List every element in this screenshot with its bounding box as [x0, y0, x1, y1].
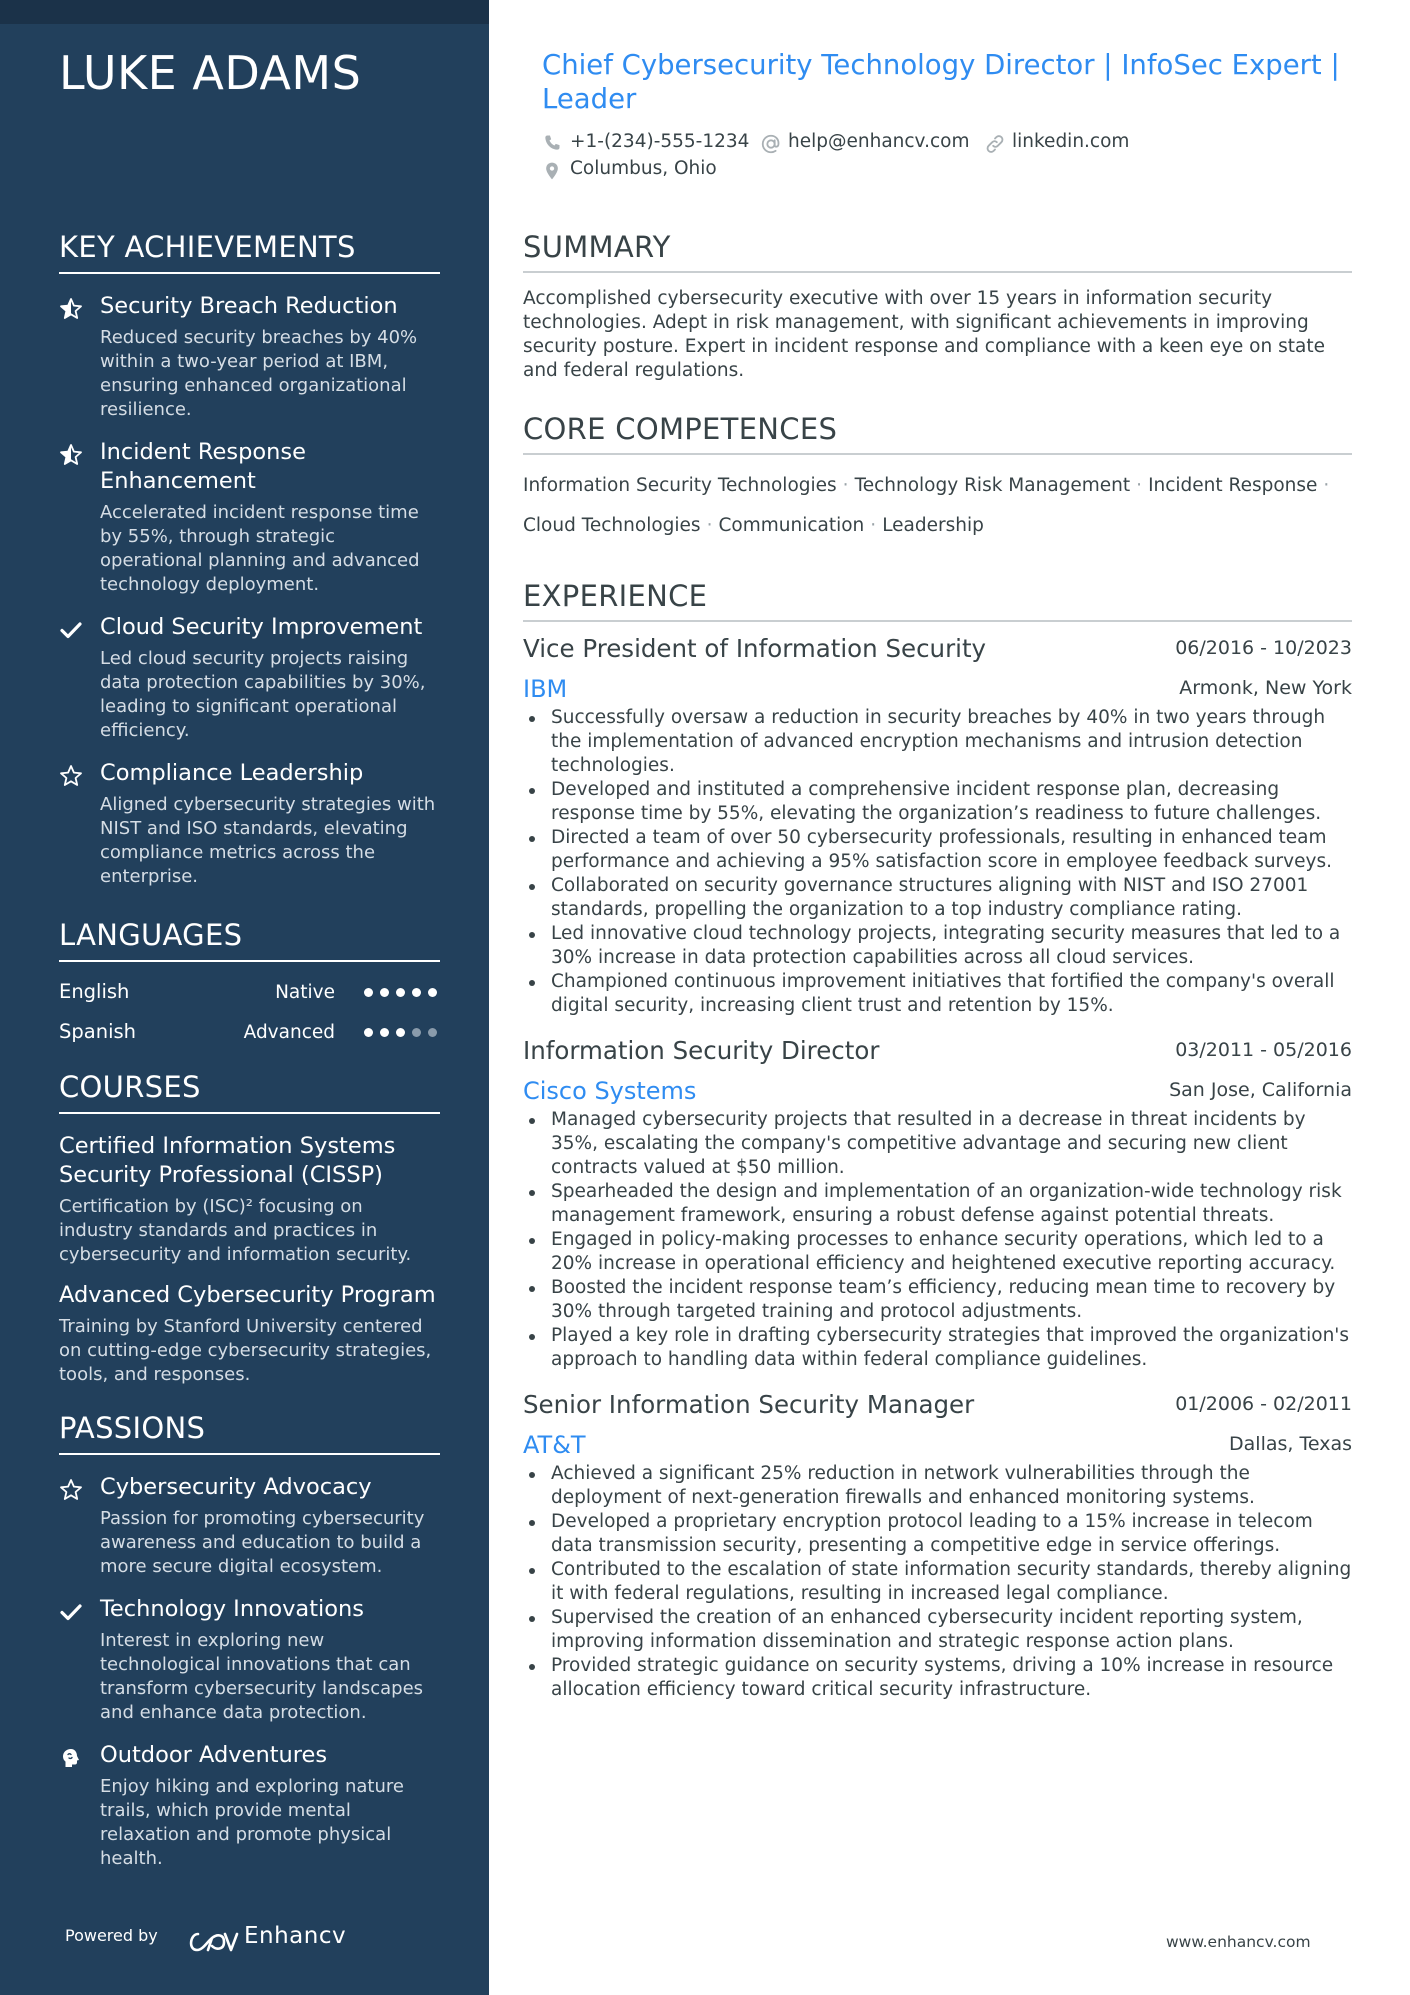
achievement-desc: Led cloud security projects raising data protection capabilities by 30%, leading to significant operational efficiency. [100, 648, 426, 741]
sidebar-top-bar [0, 0, 489, 24]
achievement-desc: Accelerated incident response time by 55%, through strategic operational planning and advanced technology deployment. [100, 502, 420, 595]
headline: Chief Cybersecurity Technology Director | InfoSec Expert | Leader [542, 49, 1340, 115]
link-icon [984, 133, 1006, 155]
achievement-title: Cloud Security Improvement [100, 614, 423, 640]
powered-by-label: Powered by [65, 1926, 158, 1945]
course-item [59, 1132, 440, 1267]
rating-dot-filled [396, 988, 405, 997]
achievement-title: Compliance Leadership [100, 760, 364, 786]
language-row [59, 974, 440, 1014]
job-company: Cisco Systems [523, 1077, 697, 1105]
rating-dot-filled [396, 1028, 405, 1037]
location-text: Columbus, Ohio [570, 158, 717, 179]
passion-item [59, 1595, 440, 1725]
job-bullet: Managed cybersecurity projects that resulted in a decrease in threat incidents by 35%, escalating the company's competitive advantage and securing new client contracts valued at $50 million. [523, 1108, 1352, 1180]
rating-dot-empty [412, 1028, 421, 1037]
language-name: Spanish [59, 1020, 137, 1043]
enhancv-brand-name: Enhancv [244, 1923, 347, 1949]
at-sign-icon [760, 133, 782, 155]
job-bullet: Successfully oversaw a reduction in security breaches by 40% in two years through the implementation of advanced encryption mechanisms and intrusion detection technologies. [523, 706, 1352, 778]
star-outline-icon [59, 764, 83, 788]
location-pin-icon [542, 160, 562, 182]
contact-location [542, 158, 717, 179]
passion-item [59, 1473, 440, 1579]
achievements-section [59, 230, 440, 905]
job-bullet: Led innovative cloud technology projects, integrating security measures that led to a 30% increase in data protection capabilities across all cloud services. [523, 922, 1352, 970]
job-bullet: Directed a team of over 50 cybersecurity professionals, resulting in enhanced team performance and achieving a 95% satisfaction score in employee feedback surveys. [523, 826, 1352, 874]
star-outline-icon [59, 1478, 83, 1502]
language-rating [364, 1022, 440, 1042]
passion-desc: Interest in exploring new technological innovations that can transform cybersecurity landscapes and enhance data protection. [100, 1630, 424, 1723]
rating-dot-filled [364, 1028, 373, 1037]
rating-dot-filled [428, 988, 437, 997]
passion-title: Technology Innovations [100, 1596, 365, 1622]
job-bullet: Engaged in policy-making processes to enhance security operations, which led to a 20% increase in operational efficiency and heightened executive reporting accuracy. [523, 1228, 1352, 1276]
job-bullet: Boosted the incident response team’s efficiency, reducing mean time to recovery by 30% through targeted training and protocol adjustments. [523, 1276, 1352, 1324]
achievement-desc: Reduced security breaches by 40% within a two-year period at IBM, ensuring enhanced organizational resilience. [100, 327, 418, 420]
job-location: Armonk, New York [1179, 677, 1352, 699]
main-content [523, 0, 1352, 1995]
competence-item: Cloud Technologies [523, 515, 701, 536]
competences-title: CORE COMPETENCES [523, 412, 1352, 455]
email-text[interactable]: help@enhancv.com [788, 131, 970, 152]
achievements-title: KEY ACHIEVEMENTS [59, 230, 440, 274]
language-level: Native [275, 982, 335, 1003]
job-bullet: Developed and instituted a comprehensive incident response plan, decreasing response time by 55%, elevating the organization’s readiness to future challenges. [523, 778, 1352, 826]
passion-title: Outdoor Adventures [100, 1742, 328, 1768]
languages-title: LANGUAGES [59, 918, 440, 962]
achievement-desc: Aligned cybersecurity strategies with NIST and ISO standards, elevating compliance metrics across the enterprise. [100, 794, 436, 887]
candidate-name: LUKE ADAMS [59, 46, 362, 100]
competence-item: Incident Response [1148, 475, 1318, 496]
summary-text: Accomplished cybersecurity executive with over 15 years in information security technologies. Adept in risk management, with significant achievements in improving security posture. Expert in incident response and compliance with a keen eye on state and federal regulations. [523, 288, 1325, 381]
competence-item: Communication [718, 515, 865, 536]
job-role: Senior Information Security Manager [523, 1390, 975, 1419]
website-link[interactable]: www.enhancv.com [1166, 1933, 1311, 1951]
passions-title: PASSIONS [59, 1411, 440, 1455]
job-company: IBM [523, 675, 568, 703]
competences-list: Information Security Technologies · Technology Risk Management · Incident Response · Cloud Technologies · Communication · Leadership [523, 475, 1330, 536]
phone-text: +1-(234)-555-1234 [570, 131, 750, 152]
language-level: Advanced [243, 1022, 335, 1043]
job-bullet: Spearheaded the design and implementation of an organization-wide technology risk management framework, ensuring a robust defense against potential threats. [523, 1180, 1352, 1228]
course-title: Certified Information Systems Security Professional (CISSP) [59, 1133, 396, 1188]
job-location: San Jose, California [1169, 1079, 1352, 1101]
checkmark-icon [59, 1600, 83, 1624]
job-bullet: Contributed to the escalation of state information security standards, thereby aligning it with federal regulations, resulting in increased legal compliance. [523, 1558, 1352, 1606]
competence-item: Technology Risk Management [854, 475, 1131, 496]
summary-title: SUMMARY [523, 230, 1352, 273]
job-location: Dallas, Texas [1229, 1433, 1352, 1455]
rating-dot-empty [428, 1028, 437, 1037]
job-bullet: Championed continuous improvement initiatives that fortified the company's overall digital security, increasing client trust and retention by 15%. [523, 970, 1352, 1018]
job-bullet: Played a key role in drafting cybersecurity strategies that improved the organization's approach to handling data within federal compliance guidelines. [523, 1324, 1352, 1372]
job-dates: 01/2006 - 02/2011 [1175, 1393, 1352, 1415]
rating-dot-filled [364, 988, 373, 997]
achievement-title: Incident Response Enhancement [100, 439, 306, 494]
job-bullets [523, 706, 1352, 1018]
job-bullet: Supervised the creation of an enhanced cybersecurity incident reporting system, improving information dissemination and strategic response action plans. [523, 1606, 1352, 1654]
job-entry [523, 634, 1352, 1018]
courses-section [59, 1070, 440, 1401]
job-bullet: Achieved a significant 25% reduction in network vulnerabilities through the deployment of next-generation firewalls and enhanced monitoring systems. [523, 1462, 1352, 1510]
competence-item: Information Security Technologies [523, 475, 837, 496]
phone-icon [542, 133, 562, 153]
course-desc: Certification by (ISC)² focusing on industry standards and practices in cybersecurity and information security. [59, 1196, 412, 1265]
contact-linkedin[interactable] [984, 131, 1129, 152]
passion-desc: Enjoy hiking and exploring nature trails, which provide mental relaxation and promote physical health. [100, 1776, 404, 1869]
achievement-item [59, 292, 440, 422]
course-title: Advanced Cybersecurity Program [59, 1282, 436, 1308]
checkmark-icon [59, 618, 83, 642]
job-bullet: Collaborated on security governance structures aligning with NIST and ISO 27001 standards, propelling the organization to a top industry compliance rating. [523, 874, 1352, 922]
language-rating [364, 982, 440, 1002]
job-role: Information Security Director [523, 1036, 880, 1065]
rating-dot-filled [412, 988, 421, 997]
passions-section [59, 1411, 440, 1887]
passion-desc: Passion for promoting cybersecurity awareness and education to build a more secure digital ecosystem. [100, 1508, 425, 1577]
course-item [59, 1281, 440, 1387]
achievement-title: Security Breach Reduction [100, 293, 398, 319]
sidebar [0, 0, 489, 1995]
job-dates: 03/2011 - 05/2016 [1175, 1039, 1352, 1061]
job-role: Vice President of Information Security [523, 634, 987, 663]
courses-title: COURSES [59, 1070, 440, 1114]
job-company: AT&T [523, 1431, 586, 1459]
job-entry [523, 1390, 1352, 1702]
achievement-item [59, 759, 440, 889]
course-desc: Training by Stanford University centered on cutting-edge cybersecurity strategies, tools, and responses. [59, 1316, 432, 1385]
star-half-icon [59, 443, 83, 467]
achievement-item [59, 613, 440, 743]
passion-title: Cybersecurity Advocacy [100, 1474, 372, 1500]
job-entry [523, 1036, 1352, 1372]
rating-dot-filled [380, 1028, 389, 1037]
competence-item: Leadership [882, 515, 984, 536]
job-bullets [523, 1108, 1352, 1372]
achievement-item [59, 438, 440, 597]
language-row [59, 1014, 440, 1054]
job-dates: 06/2016 - 10/2023 [1175, 637, 1352, 659]
job-bullet: Developed a proprietary encryption protocol leading to a 15% increase in telecom data transmission security, presenting a competitive edge in service offerings. [523, 1510, 1352, 1558]
brain-icon [59, 1746, 83, 1770]
contact-email[interactable] [760, 131, 969, 152]
language-name: English [59, 980, 130, 1003]
passion-item [59, 1741, 440, 1871]
linkedin-text[interactable]: linkedin.com [1012, 131, 1130, 152]
contact-phone [542, 131, 749, 152]
experience-title: EXPERIENCE [523, 579, 1352, 622]
rating-dot-filled [380, 988, 389, 997]
job-bullets [523, 1462, 1352, 1702]
languages-section [59, 918, 440, 1054]
star-half-icon [59, 297, 83, 321]
job-bullet: Provided strategic guidance on security systems, driving a 10% increase in resource allocation efficiency toward critical security infrastructure. [523, 1654, 1352, 1702]
